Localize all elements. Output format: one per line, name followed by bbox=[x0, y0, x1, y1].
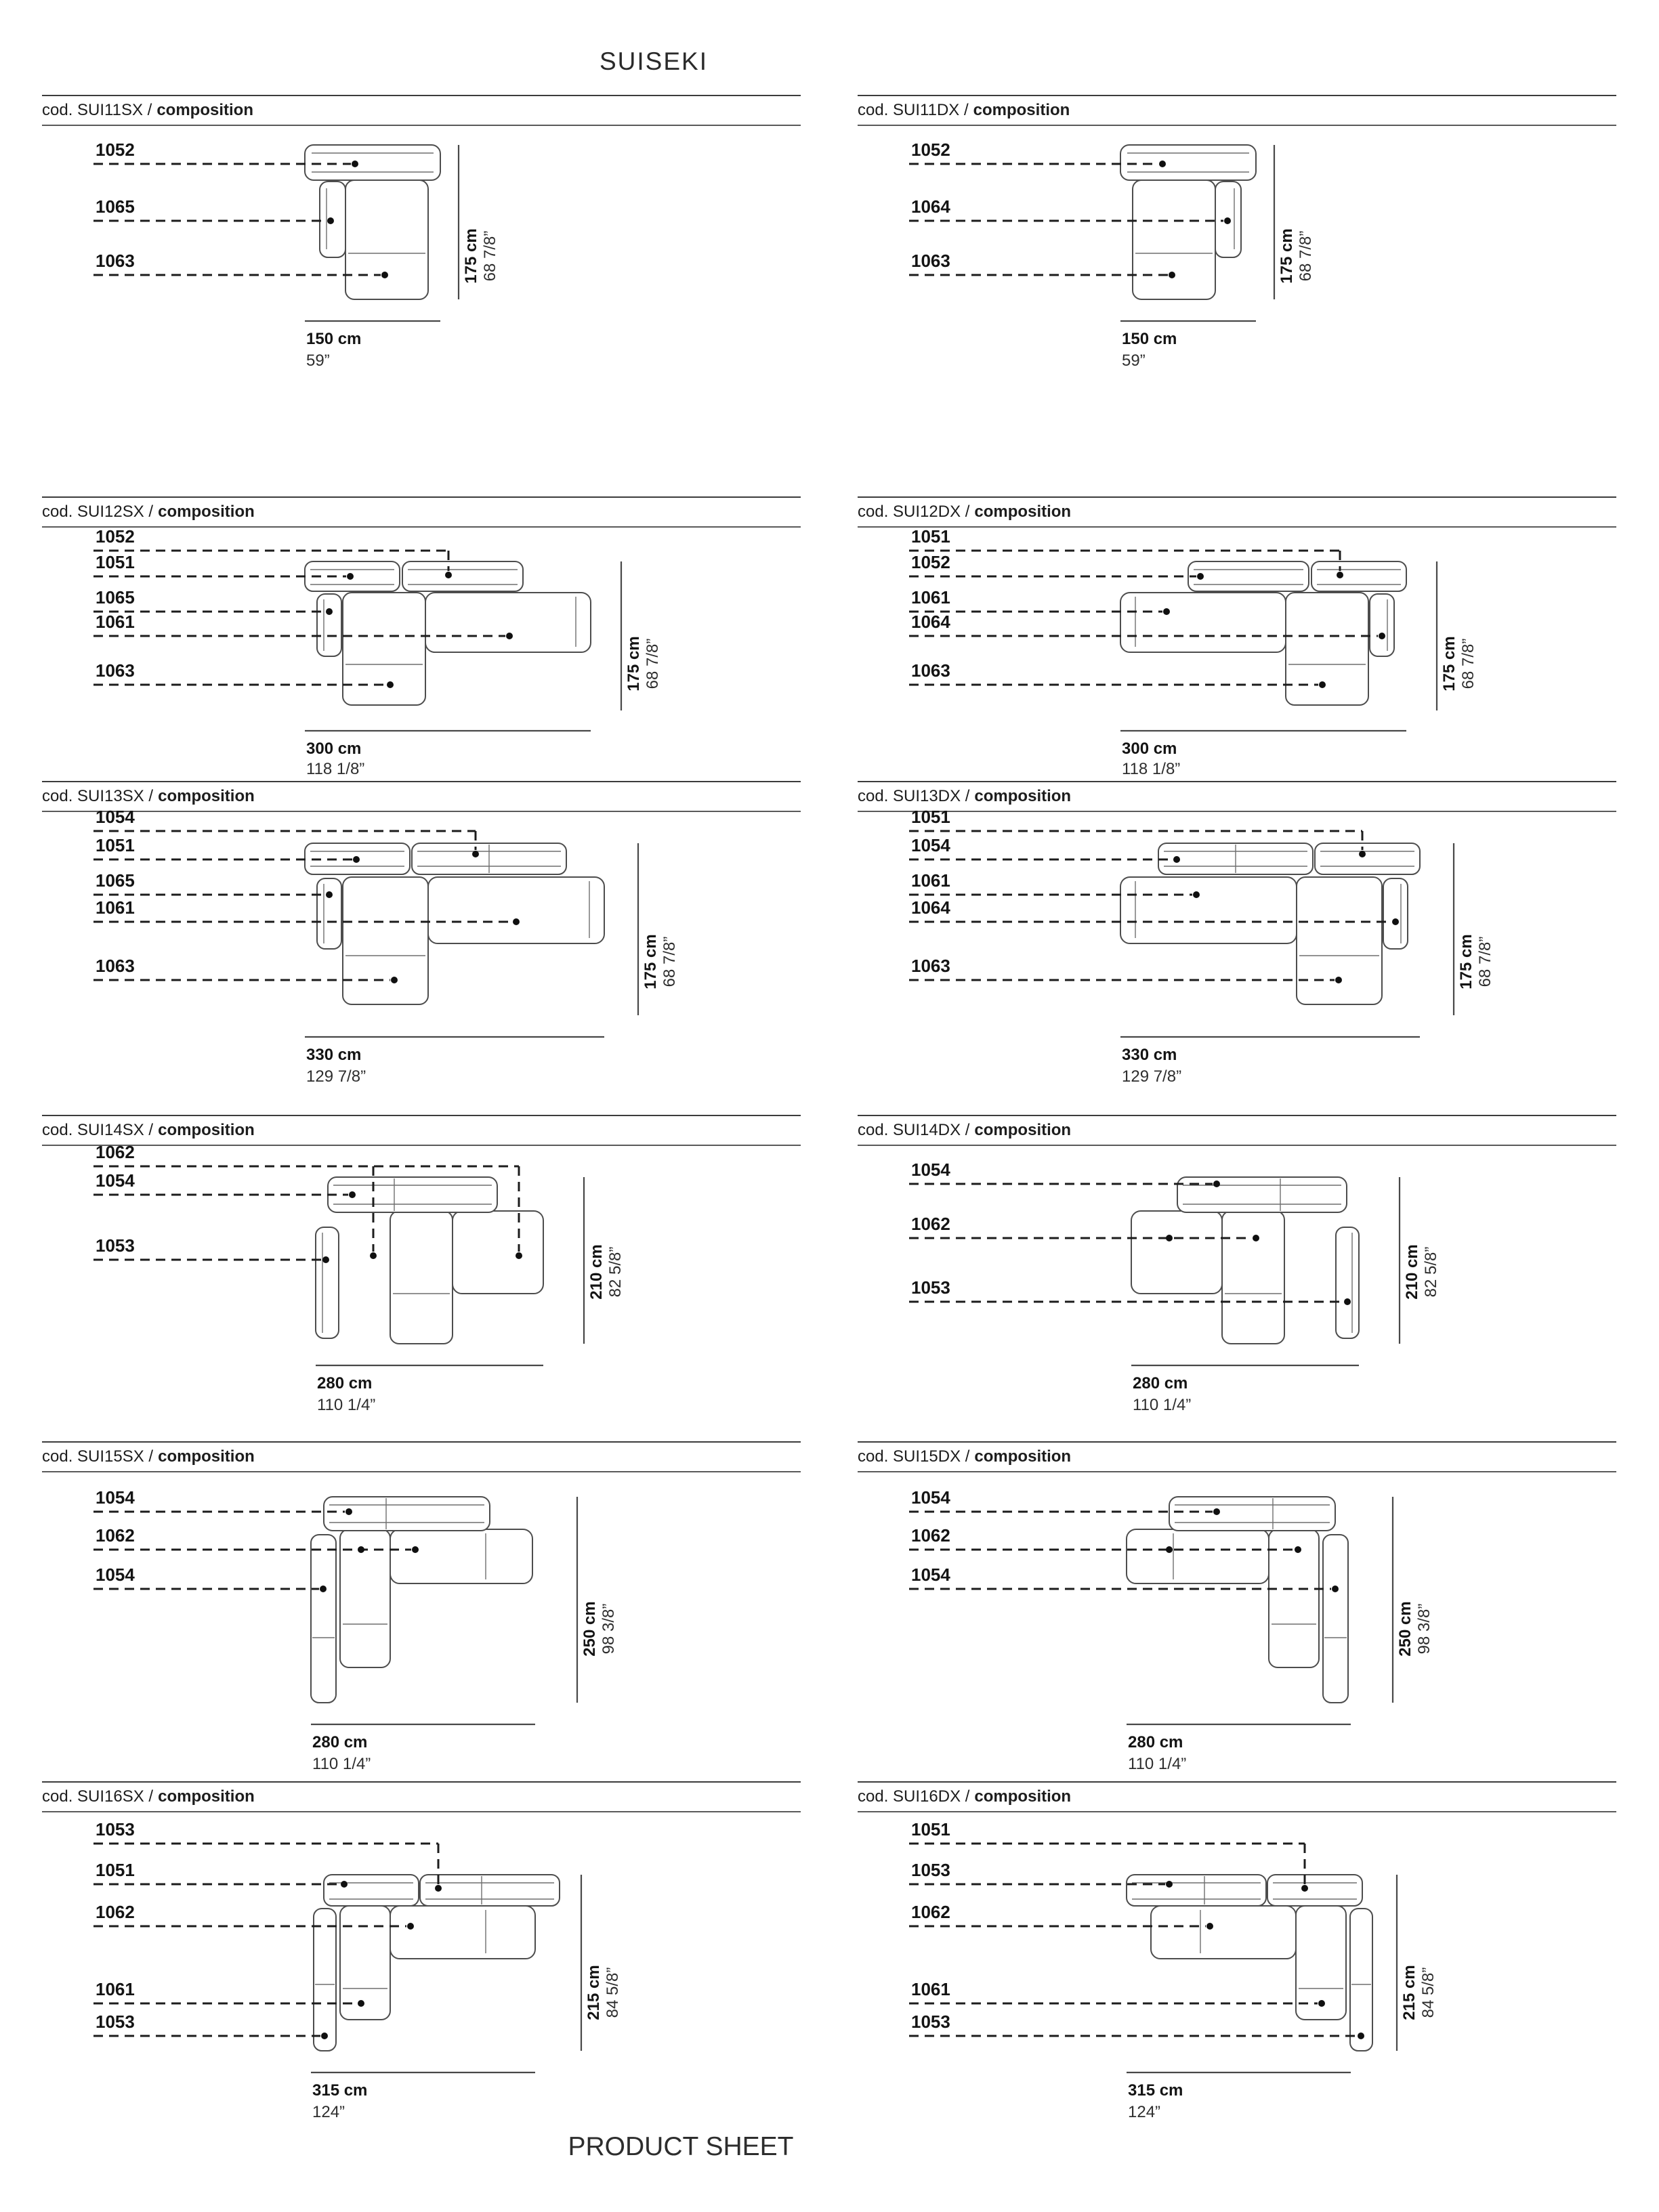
part-label: 1062 bbox=[96, 1902, 135, 1922]
part-label: 1061 bbox=[96, 1979, 135, 1999]
leader-dot bbox=[1206, 1923, 1213, 1930]
sofa-module bbox=[324, 1875, 419, 1906]
part-label: 1064 bbox=[911, 196, 950, 217]
height-cm: 250 cm bbox=[1396, 1601, 1414, 1657]
sofa-module bbox=[314, 1909, 336, 2051]
panel-header-label: composition bbox=[158, 503, 255, 521]
width-cm: 330 cm bbox=[306, 1046, 362, 1064]
leader-dot bbox=[1335, 977, 1342, 983]
leader-dot bbox=[387, 681, 394, 688]
sofa-module bbox=[1323, 1535, 1348, 1703]
sofa-module bbox=[311, 1535, 336, 1703]
part-label: 1063 bbox=[911, 660, 950, 681]
leader-dot bbox=[1159, 161, 1166, 167]
panel-header-label: composition bbox=[974, 1447, 1072, 1466]
sofa-module bbox=[317, 878, 341, 949]
sofa-module bbox=[1120, 593, 1286, 652]
panel-code: cod. SUI16SX / bbox=[42, 1787, 154, 1806]
panel-header bbox=[42, 95, 801, 126]
composition-diagram bbox=[42, 1142, 801, 1458]
width-cm: 300 cm bbox=[1122, 740, 1177, 758]
height-cm: 175 cm bbox=[625, 636, 643, 692]
panel-header-label: composition bbox=[974, 1121, 1072, 1139]
leader-dot bbox=[1295, 1546, 1301, 1553]
width-cm: 315 cm bbox=[1128, 2081, 1183, 2100]
panel-header-label: composition bbox=[158, 1787, 255, 1806]
panel-header-label: composition bbox=[974, 503, 1072, 521]
sofa-module bbox=[390, 1529, 532, 1583]
part-label: 1063 bbox=[96, 251, 135, 271]
leader-dot bbox=[506, 633, 513, 639]
leader-dot bbox=[358, 1546, 364, 1553]
sofa-module bbox=[343, 877, 428, 1004]
leader-dot bbox=[1318, 2000, 1325, 2007]
sofa-module bbox=[1120, 145, 1256, 180]
part-label: 1054 bbox=[911, 1160, 950, 1180]
part-label: 1063 bbox=[911, 251, 950, 271]
height-cm: 250 cm bbox=[581, 1601, 599, 1657]
leader-dot bbox=[370, 1252, 377, 1259]
sofa-module bbox=[1297, 877, 1382, 1004]
height-cm: 210 cm bbox=[587, 1244, 606, 1300]
panel-header-label: composition bbox=[974, 787, 1072, 805]
leader-dot bbox=[345, 1508, 352, 1515]
panel-header-label: composition bbox=[158, 787, 255, 805]
part-label: 1064 bbox=[911, 612, 950, 632]
part-label: 1061 bbox=[911, 1979, 950, 1999]
leader-dot bbox=[1173, 856, 1180, 863]
part-label: 1051 bbox=[96, 835, 135, 855]
part-label: 1065 bbox=[96, 196, 135, 217]
height-in: 68 7/8” bbox=[660, 936, 679, 987]
leader-dot bbox=[1392, 918, 1399, 925]
sofa-module bbox=[425, 593, 591, 652]
panel-code: cod. SUI15SX / bbox=[42, 1447, 154, 1466]
leader-dot bbox=[1197, 573, 1204, 580]
leader-dot bbox=[407, 1923, 414, 1930]
sofa-module bbox=[1120, 877, 1297, 943]
leader-dot bbox=[1166, 1546, 1173, 1553]
height-cm: 175 cm bbox=[462, 228, 480, 284]
panel-sui11sx bbox=[42, 95, 801, 438]
leader-dot bbox=[321, 2033, 328, 2039]
sofa-module bbox=[1370, 594, 1394, 656]
part-label: 1054 bbox=[96, 807, 135, 827]
panel-code: cod. SUI12DX / bbox=[858, 503, 970, 521]
panel-code: cod. SUI11SX / bbox=[42, 101, 152, 119]
sofa-module bbox=[1127, 1875, 1266, 1906]
composition-diagram bbox=[858, 807, 1616, 1124]
part-label: 1063 bbox=[96, 660, 135, 681]
part-label: 1062 bbox=[96, 1525, 135, 1546]
part-label: 1053 bbox=[911, 1860, 950, 1880]
part-label: 1051 bbox=[911, 526, 950, 547]
part-label: 1062 bbox=[96, 1142, 135, 1162]
height-in: 84 5/8” bbox=[604, 1967, 622, 2018]
panel-code: cod. SUI14SX / bbox=[42, 1121, 154, 1139]
leader-dot bbox=[352, 161, 358, 167]
panel-sui11dx bbox=[858, 95, 1616, 438]
sofa-module bbox=[1286, 593, 1368, 705]
part-label: 1061 bbox=[96, 897, 135, 918]
leader-dot bbox=[1213, 1508, 1220, 1515]
height-in: 68 7/8” bbox=[644, 638, 662, 689]
panel-header-label: composition bbox=[158, 1121, 255, 1139]
sofa-module bbox=[1350, 1909, 1372, 2051]
page-footer: PRODUCT SHEET bbox=[568, 2132, 794, 2161]
sofa-module bbox=[1188, 561, 1309, 591]
height-in: 84 5/8” bbox=[1419, 1967, 1437, 2018]
panel-code: cod. SUI15DX / bbox=[858, 1447, 970, 1466]
part-label: 1054 bbox=[911, 835, 950, 855]
panel-code: cod. SUI16DX / bbox=[858, 1787, 970, 1806]
sofa-module bbox=[1383, 878, 1408, 949]
leader-dot bbox=[1332, 1586, 1339, 1592]
leader-dot bbox=[1213, 1181, 1220, 1187]
width-in: 110 1/4” bbox=[312, 1755, 371, 1773]
panel-header bbox=[42, 496, 801, 528]
leader-dot bbox=[1224, 217, 1231, 224]
panel-code: cod. SUI12SX / bbox=[42, 503, 154, 521]
part-label: 1062 bbox=[911, 1525, 950, 1546]
panel-code: cod. SUI11DX / bbox=[858, 101, 969, 119]
height-cm: 210 cm bbox=[1403, 1244, 1421, 1300]
width-in: 59” bbox=[1122, 352, 1146, 370]
sofa-module bbox=[1169, 1497, 1335, 1531]
height-cm: 175 cm bbox=[1457, 934, 1475, 990]
sofa-module bbox=[316, 1227, 339, 1338]
leader-dot bbox=[1169, 272, 1175, 278]
height-in: 98 3/8” bbox=[1415, 1603, 1433, 1655]
width-cm: 300 cm bbox=[306, 740, 362, 758]
part-label: 1053 bbox=[96, 1819, 135, 1839]
composition-diagram bbox=[42, 1476, 801, 1785]
sofa-module bbox=[317, 594, 341, 656]
part-label: 1053 bbox=[911, 1277, 950, 1298]
sofa-module bbox=[402, 561, 523, 591]
part-label: 1051 bbox=[911, 807, 950, 827]
panel-header bbox=[42, 1115, 801, 1146]
panel-code: cod. SUI13SX / bbox=[42, 787, 154, 805]
part-label: 1065 bbox=[96, 587, 135, 608]
panel-header bbox=[858, 781, 1616, 812]
part-label: 1053 bbox=[911, 2012, 950, 2032]
height-cm: 175 cm bbox=[1440, 636, 1458, 692]
leader-dot bbox=[435, 1885, 442, 1892]
sofa-module bbox=[1222, 1211, 1284, 1344]
height-cm: 175 cm bbox=[1278, 228, 1296, 284]
height-cm: 215 cm bbox=[1400, 1965, 1419, 2020]
part-label: 1051 bbox=[96, 1860, 135, 1880]
part-label: 1051 bbox=[911, 1819, 950, 1839]
panel-header bbox=[858, 1781, 1616, 1812]
width-cm: 280 cm bbox=[1133, 1374, 1188, 1392]
leader-dot bbox=[1301, 1885, 1308, 1892]
width-in: 110 1/4” bbox=[1128, 1755, 1187, 1773]
leader-dot bbox=[412, 1546, 419, 1553]
leader-dot bbox=[353, 856, 360, 863]
leader-dot bbox=[349, 1191, 356, 1198]
sofa-module bbox=[1311, 561, 1406, 591]
sofa-module bbox=[1315, 843, 1420, 874]
part-label: 1065 bbox=[96, 870, 135, 891]
leader-dot bbox=[516, 1252, 522, 1259]
panel-code: cod. SUI14DX / bbox=[858, 1121, 970, 1139]
panel-header bbox=[858, 496, 1616, 528]
panel-header-label: composition bbox=[156, 101, 253, 119]
width-cm: 280 cm bbox=[1128, 1733, 1183, 1751]
part-label: 1053 bbox=[96, 1235, 135, 1256]
width-cm: 280 cm bbox=[317, 1374, 373, 1392]
sofa-module bbox=[1133, 180, 1215, 299]
sofa-module bbox=[390, 1906, 535, 1959]
panel-header-label: composition bbox=[973, 101, 1070, 119]
leader-dot bbox=[381, 272, 388, 278]
panel-code: cod. SUI13DX / bbox=[858, 787, 970, 805]
width-in: 124” bbox=[312, 2103, 345, 2121]
width-in: 110 1/4” bbox=[317, 1396, 376, 1414]
height-in: 68 7/8” bbox=[1476, 936, 1494, 987]
panel-sui13sx bbox=[42, 781, 801, 1124]
width-cm: 315 cm bbox=[312, 2081, 368, 2100]
panel-header bbox=[42, 1781, 801, 1812]
composition-diagram bbox=[42, 130, 801, 438]
leader-dot bbox=[1379, 633, 1385, 639]
composition-diagram bbox=[42, 807, 801, 1124]
width-in: 124” bbox=[1128, 2103, 1161, 2121]
leader-dot bbox=[358, 2000, 364, 2007]
part-label: 1052 bbox=[911, 552, 950, 572]
part-label: 1054 bbox=[96, 1487, 135, 1508]
panel-header bbox=[858, 95, 1616, 126]
width-cm: 150 cm bbox=[1122, 330, 1177, 348]
sofa-module bbox=[1127, 1529, 1269, 1583]
leader-dot bbox=[326, 891, 333, 898]
panel-sui15dx bbox=[858, 1441, 1616, 1785]
part-label: 1052 bbox=[96, 526, 135, 547]
height-cm: 175 cm bbox=[642, 934, 660, 990]
sofa-module bbox=[343, 593, 425, 705]
sofa-module bbox=[1177, 1177, 1347, 1212]
part-label: 1052 bbox=[96, 140, 135, 160]
width-cm: 330 cm bbox=[1122, 1046, 1177, 1064]
panel-header bbox=[858, 1441, 1616, 1472]
sofa-module bbox=[1131, 1211, 1222, 1294]
leader-dot bbox=[1253, 1235, 1259, 1241]
leader-dot bbox=[1319, 681, 1326, 688]
sofa-module bbox=[453, 1211, 543, 1294]
sofa-module bbox=[390, 1211, 453, 1344]
height-in: 82 5/8” bbox=[1422, 1246, 1440, 1298]
part-label: 1051 bbox=[96, 552, 135, 572]
panel-header bbox=[42, 781, 801, 812]
width-cm: 280 cm bbox=[312, 1733, 368, 1751]
height-in: 68 7/8” bbox=[1297, 230, 1315, 282]
part-label: 1062 bbox=[911, 1214, 950, 1234]
page-title: SUISEKI bbox=[600, 47, 708, 75]
part-label: 1054 bbox=[96, 1565, 135, 1585]
leader-dot bbox=[322, 1256, 329, 1263]
width-in: 118 1/8” bbox=[1122, 760, 1181, 778]
leader-dot bbox=[513, 918, 520, 925]
panel-sui14dx bbox=[858, 1115, 1616, 1458]
leader-dot bbox=[326, 608, 333, 615]
composition-diagram bbox=[858, 1150, 1616, 1458]
leader-dot bbox=[1163, 608, 1170, 615]
height-in: 68 7/8” bbox=[1459, 638, 1477, 689]
panel-sui16dx bbox=[858, 1781, 1616, 2125]
part-label: 1063 bbox=[96, 956, 135, 976]
sofa-module bbox=[305, 145, 440, 180]
part-label: 1054 bbox=[96, 1170, 135, 1191]
leader-dot bbox=[1358, 2033, 1364, 2039]
panel-header bbox=[858, 1115, 1616, 1146]
panel-header-label: composition bbox=[158, 1447, 255, 1466]
panel-sui16sx bbox=[42, 1781, 801, 2125]
part-label: 1053 bbox=[96, 2012, 135, 2032]
leader-dot bbox=[445, 572, 452, 578]
part-label: 1064 bbox=[911, 897, 950, 918]
composition-diagram bbox=[858, 1476, 1616, 1785]
leader-dot bbox=[1193, 891, 1200, 898]
leader-dot bbox=[1166, 1881, 1173, 1888]
width-in: 118 1/8” bbox=[306, 760, 365, 778]
height-cm: 215 cm bbox=[585, 1965, 603, 2020]
composition-diagram bbox=[858, 1816, 1616, 2125]
panel-header-label: composition bbox=[974, 1787, 1072, 1806]
leader-dot bbox=[347, 573, 354, 580]
sofa-module bbox=[1336, 1227, 1359, 1338]
panel-sui13dx bbox=[858, 781, 1616, 1124]
sofa-module bbox=[428, 877, 604, 943]
height-in: 68 7/8” bbox=[481, 230, 499, 282]
sofa-module bbox=[1151, 1906, 1296, 1959]
leader-dot bbox=[320, 1586, 327, 1592]
part-label: 1054 bbox=[911, 1487, 950, 1508]
part-label: 1063 bbox=[911, 956, 950, 976]
panel-sui14sx bbox=[42, 1115, 801, 1458]
panel-header bbox=[42, 1441, 801, 1472]
part-label: 1061 bbox=[96, 612, 135, 632]
sofa-module bbox=[1267, 1875, 1362, 1906]
leader-dot bbox=[1359, 851, 1366, 857]
width-in: 129 7/8” bbox=[1122, 1067, 1182, 1086]
composition-diagram bbox=[858, 130, 1616, 438]
part-label: 1061 bbox=[911, 870, 950, 891]
sofa-module bbox=[345, 180, 428, 299]
height-in: 82 5/8” bbox=[606, 1246, 625, 1298]
leader-dot bbox=[472, 851, 479, 857]
width-cm: 150 cm bbox=[306, 330, 362, 348]
width-in: 110 1/4” bbox=[1133, 1396, 1192, 1414]
leader-dot bbox=[391, 977, 398, 983]
leader-dot bbox=[1344, 1298, 1351, 1305]
height-in: 98 3/8” bbox=[600, 1603, 618, 1655]
part-label: 1054 bbox=[911, 1565, 950, 1585]
leader-dot bbox=[341, 1881, 348, 1888]
leader-dot bbox=[1337, 572, 1343, 578]
leader-dot bbox=[327, 217, 334, 224]
width-in: 59” bbox=[306, 352, 330, 370]
leader-dot bbox=[1166, 1235, 1173, 1241]
part-label: 1062 bbox=[911, 1902, 950, 1922]
width-in: 129 7/8” bbox=[306, 1067, 366, 1086]
part-label: 1061 bbox=[911, 587, 950, 608]
composition-diagram bbox=[42, 1816, 801, 2125]
part-label: 1052 bbox=[911, 140, 950, 160]
panel-sui15sx bbox=[42, 1441, 801, 1785]
